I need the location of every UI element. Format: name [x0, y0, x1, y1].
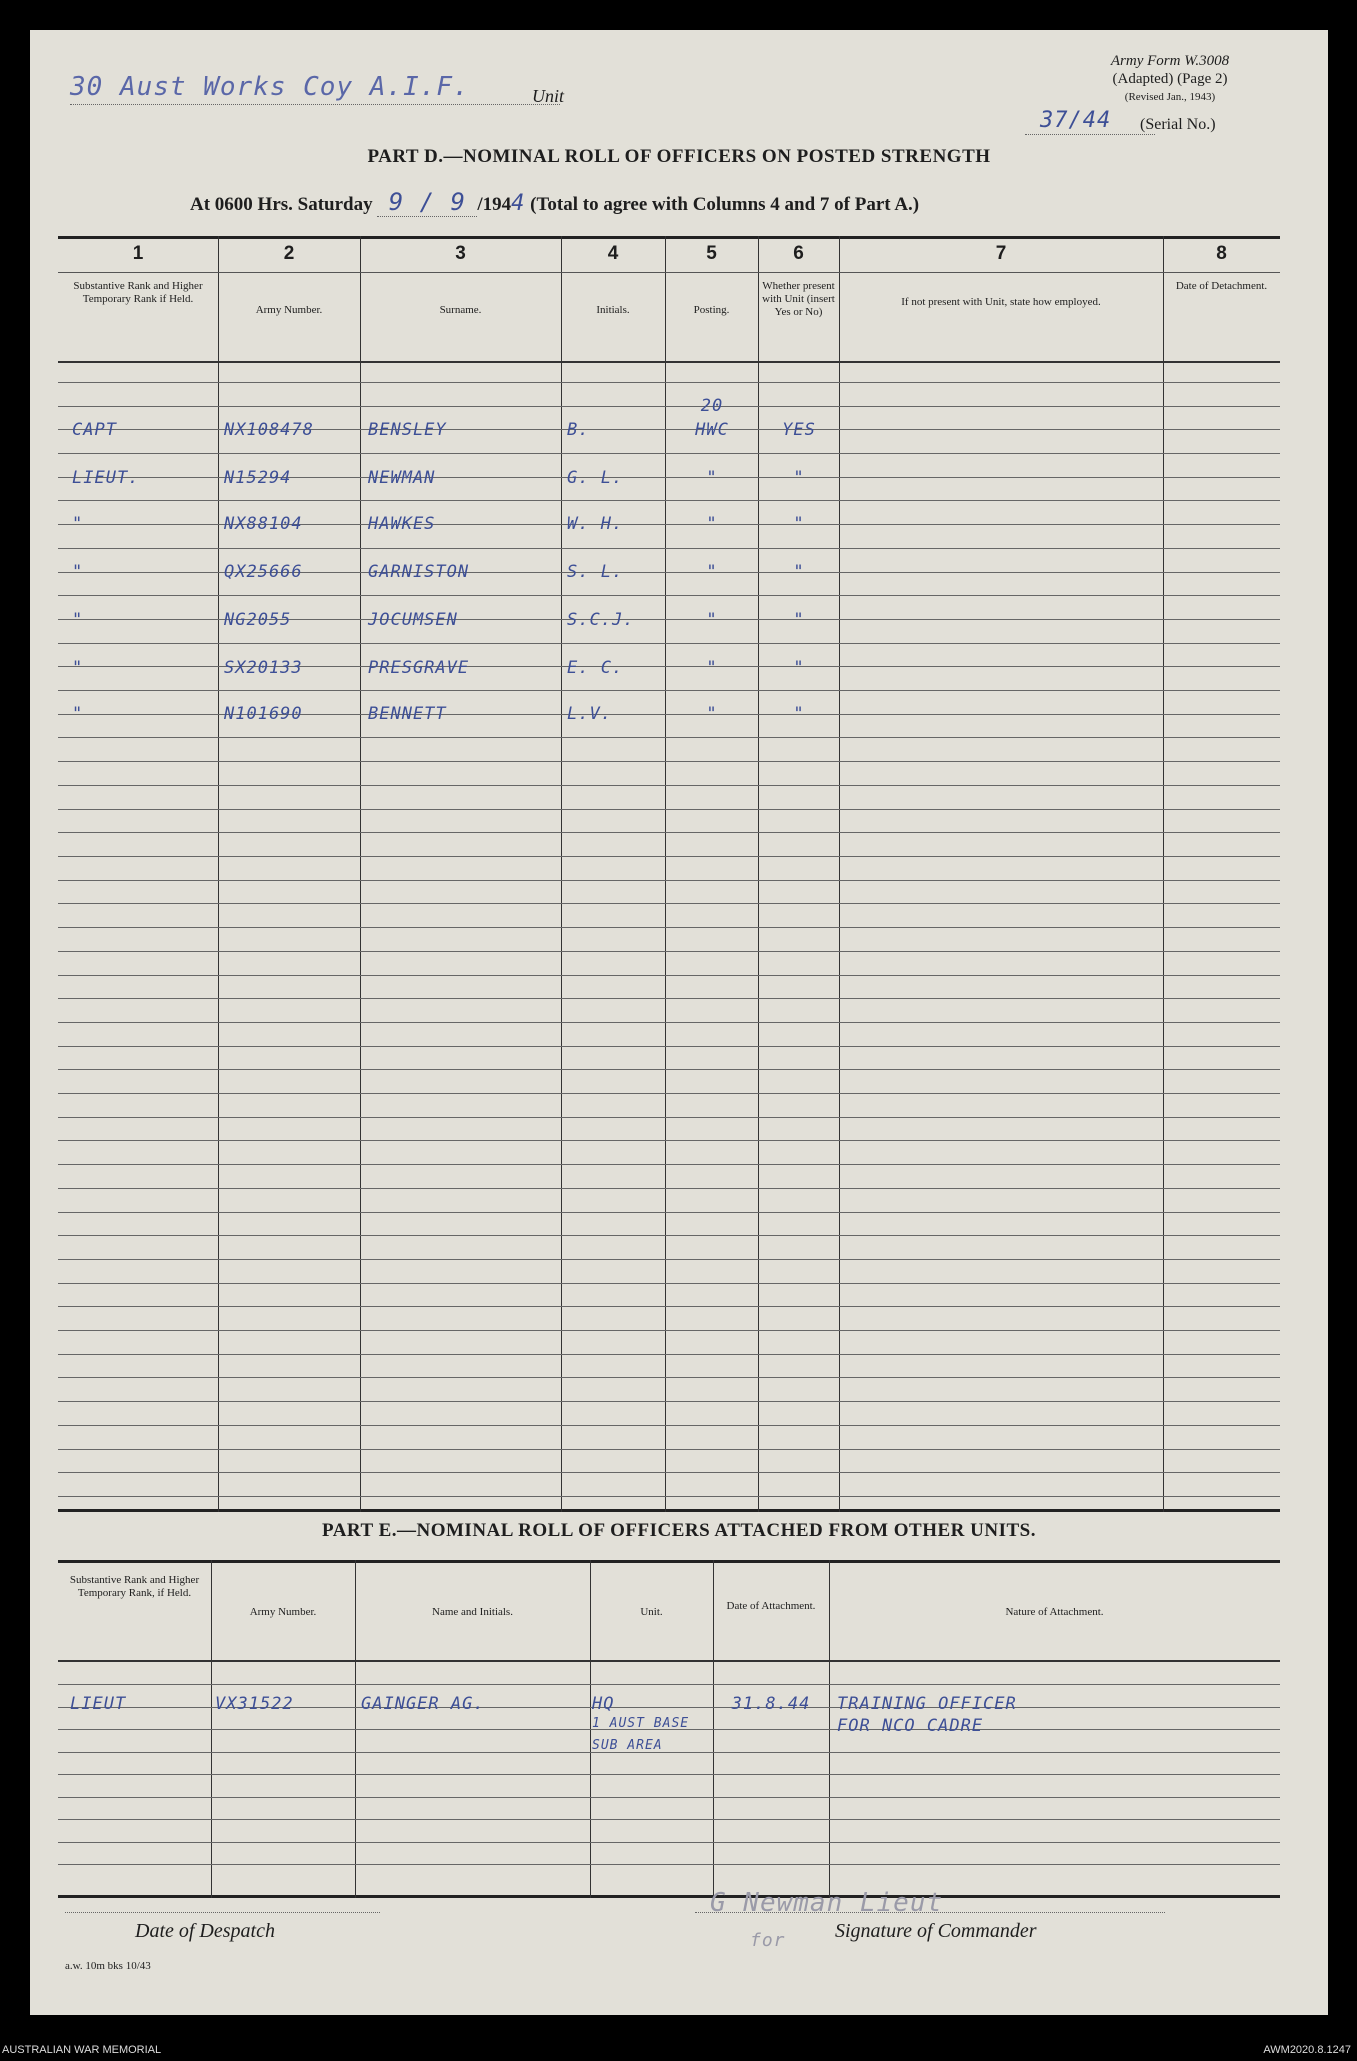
initials-cell: B.	[567, 420, 590, 440]
posting-cell: "	[706, 468, 718, 488]
rank-cell: LIEUT.	[72, 468, 140, 488]
part-d-column-header: Whether present with Unit (insert Yes or No)	[762, 280, 835, 318]
initials-cell: S. L.	[567, 562, 624, 582]
present-cell: "	[793, 704, 805, 724]
part-d-column-header: Posting.	[693, 304, 730, 316]
part-d-column-number: 6	[793, 243, 804, 264]
present-cell: YES	[782, 420, 816, 440]
part-d-column-number: 7	[995, 243, 1007, 264]
part-d-column-header: Initials.	[596, 304, 630, 316]
posting-cell: "	[706, 562, 718, 582]
army-number-cell: NG2055	[224, 610, 292, 630]
part-d-ruled-line	[58, 1472, 1280, 1473]
part-d-table	[58, 236, 1280, 1512]
signature-label: Signature of Commander	[835, 1920, 1037, 1942]
part-d-ruled-line	[58, 785, 1280, 786]
part-d-ruled-line	[58, 1259, 1280, 1260]
unit-cell: HQ	[592, 1694, 615, 1714]
serial-label: (Serial No.)	[1140, 116, 1216, 133]
part-d-column-header: Substantive Rank and Higher Temporary Rank if Held.	[73, 280, 203, 305]
surname-cell: PRESGRAVE	[368, 658, 470, 678]
surname-cell: NEWMAN	[368, 468, 436, 488]
part-d-column-header: Surname.	[439, 304, 482, 316]
rank-cell: "	[72, 514, 84, 534]
army-number-cell: N101690	[224, 704, 303, 724]
part-d-ruled-line	[58, 1449, 1280, 1450]
part-d-ruled-line	[58, 832, 1280, 833]
part-d-column-divider	[561, 236, 562, 1512]
serial-underline	[1025, 134, 1155, 135]
part-d-ruled-line	[58, 951, 1280, 952]
part-e-ruled-line	[58, 1864, 1280, 1865]
part-d-bottom-rule	[58, 1509, 1280, 1512]
attachment-nature-cell: TRAINING OFFICER	[837, 1694, 1017, 1714]
army-number-cell: QX25666	[224, 562, 303, 582]
present-cell: "	[793, 514, 805, 534]
part-d-ruled-line	[58, 453, 1280, 454]
army-number-cell: NX88104	[224, 514, 303, 534]
rank-cell: "	[72, 704, 84, 724]
part-e-bottom-rule	[58, 1895, 1280, 1898]
unit-cell: SUB AREA	[592, 1738, 663, 1753]
part-d-ruled-line	[58, 1046, 1280, 1047]
part-d-column-divider	[665, 236, 666, 1512]
posting-note: 20	[700, 396, 724, 416]
part-d-ruled-line	[58, 856, 1280, 857]
part-d-ruled-line	[58, 975, 1280, 976]
part-d-ruled-line	[58, 1069, 1280, 1070]
part-d-column-header: If not present with Unit, state how employed.	[901, 296, 1101, 308]
part-d-column-divider	[839, 236, 840, 1512]
attachment-nature-cell: FOR NCO CADRE	[837, 1716, 984, 1736]
part-d-ruled-line	[58, 1022, 1280, 1023]
part-d-ruled-line	[58, 548, 1280, 549]
rank-cell: "	[72, 610, 84, 630]
part-e-column-header: Name and Initials.	[432, 1606, 513, 1618]
part-d-column-number: 2	[283, 243, 295, 264]
part-d-ruled-line	[58, 1401, 1280, 1402]
part-e-column-header: Nature of Attachment.	[1005, 1606, 1104, 1618]
rank-cell: LIEUT	[70, 1694, 127, 1714]
part-d-ruled-line	[58, 1377, 1280, 1378]
part-d-ruled-line	[58, 1330, 1280, 1331]
part-d-top-rule	[58, 236, 1280, 239]
surname-cell: BENNETT	[368, 704, 447, 724]
army-number-cell: NX108478	[224, 420, 314, 440]
part-d-ruled-line	[58, 903, 1280, 904]
part-d-ruled-line	[58, 1212, 1280, 1213]
posting-cell: HWC	[695, 420, 729, 440]
part-e-ruled-line	[58, 1842, 1280, 1843]
unit-cell: 1 AUST BASE	[592, 1716, 690, 1731]
part-d-column-divider	[218, 236, 219, 1512]
part-d-number-rule	[58, 272, 1280, 273]
part-e-table	[58, 1560, 1280, 1898]
posting-cell: "	[706, 514, 718, 534]
commander-signature: G Newman Lieut	[710, 1888, 944, 1918]
surname-cell: BENSLEY	[368, 420, 447, 440]
part-e-header-rule	[58, 1660, 1280, 1662]
print-code: a.w. 10m bks 10/43	[65, 1960, 151, 1972]
part-d-ruled-line	[58, 1140, 1280, 1141]
part-d-column-number: 4	[607, 243, 619, 264]
part-d-title: PART D.—NOMINAL ROLL OF OFFICERS ON POSTED STRENGTH	[367, 146, 991, 167]
initials-cell: G. L.	[567, 468, 624, 488]
signature-line	[695, 1912, 1165, 1913]
present-cell: "	[793, 562, 805, 582]
part-d-ruled-line	[58, 643, 1280, 644]
part-e-column-header: Army Number.	[249, 1606, 317, 1618]
part-e-ruled-line	[58, 1684, 1280, 1685]
rank-cell: CAPT	[72, 420, 117, 440]
initials-cell: E. C.	[567, 658, 624, 678]
part-d-ruled-line	[58, 998, 1280, 999]
despatch-label: Date of Despatch	[135, 1920, 275, 1942]
part-d-ruled-line	[58, 1093, 1280, 1094]
army-form-id: Army Form W.3008 (Adapted) (Page 2) (Revised Jan., 1943)	[1110, 53, 1230, 103]
serial-value: 37/44	[1040, 108, 1112, 133]
army-number-cell: VX31522	[215, 1694, 294, 1714]
rank-cell: "	[72, 562, 84, 582]
part-d-column-divider	[1163, 236, 1164, 1512]
part-d-ruled-line	[58, 1164, 1280, 1165]
part-d-column-number: 5	[706, 243, 717, 264]
part-e-column-header: Substantive Rank and Higher Temporary Rank, if Held.	[69, 1574, 200, 1599]
part-d-column-divider	[360, 236, 361, 1512]
part-e-top-rule	[58, 1560, 1280, 1563]
part-d-column-number: 8	[1216, 243, 1227, 264]
date-value: 9 / 9	[377, 188, 477, 217]
posting-cell: "	[706, 610, 718, 630]
initials-cell: W. H.	[567, 514, 624, 534]
present-cell: "	[793, 658, 805, 678]
part-d-ruled-line	[58, 809, 1280, 810]
part-d-ruled-line	[58, 1425, 1280, 1426]
part-d-ruled-line	[58, 1235, 1280, 1236]
initials-cell: S.C.J.	[567, 610, 635, 630]
army-number-cell: SX20133	[224, 658, 303, 678]
signature-for: for	[750, 1930, 786, 1951]
part-e-title: PART E.—NOMINAL ROLL OF OFFICERS ATTACHED FROM OTHER UNITS.	[322, 1520, 1036, 1541]
footer-left: AUSTRALIAN WAR MEMORIAL	[2, 2044, 162, 2056]
initials-cell: L.V.	[567, 704, 612, 724]
present-cell: "	[793, 610, 805, 630]
part-d-column-header: Army Number.	[255, 304, 323, 316]
footer-right: AWM2020.8.1247	[1263, 2044, 1351, 2056]
part-d-column-divider	[758, 236, 759, 1512]
part-d-ruled-line	[58, 1188, 1280, 1189]
posting-cell: "	[706, 658, 718, 678]
part-e-ruled-line	[58, 1819, 1280, 1820]
part-d-column-header: Date of Detachment.	[1175, 280, 1268, 292]
part-d-ruled-line	[58, 595, 1280, 596]
part-d-ruled-line	[58, 927, 1280, 928]
part-d-ruled-line	[58, 1117, 1280, 1118]
part-d-column-number: 3	[455, 243, 466, 264]
part-d-column-number: 1	[132, 243, 144, 264]
attachment-date-cell: 31.8.44	[731, 1694, 811, 1714]
part-d-ruled-line	[58, 1283, 1280, 1284]
form-sheet	[30, 30, 1328, 2015]
part-d-ruled-line	[58, 761, 1280, 762]
posting-cell: "	[706, 704, 718, 724]
part-d-ruled-line	[58, 1354, 1280, 1355]
surname-cell: HAWKES	[368, 514, 436, 534]
surname-cell: JOCUMSEN	[368, 610, 458, 630]
despatch-line	[65, 1912, 380, 1913]
part-d-ruled-line	[58, 737, 1280, 738]
rank-cell: "	[72, 658, 84, 678]
surname-cell: GARNISTON	[368, 562, 470, 582]
part-d-ruled-line	[58, 1496, 1280, 1497]
part-d-ruled-line	[58, 1306, 1280, 1307]
name-cell: GAINGER AG.	[361, 1694, 485, 1714]
part-d-ruled-line	[58, 690, 1280, 691]
part-e-ruled-line	[58, 1797, 1280, 1798]
part-d-ruled-line	[58, 880, 1280, 881]
part-e-ruled-line	[58, 1774, 1280, 1775]
unit-value: 30 Aust Works Coy A.I.F.	[70, 72, 470, 102]
part-e-column-header: Unit.	[640, 1606, 663, 1618]
part-d-ruled-line	[58, 382, 1280, 383]
part-d-ruled-line	[58, 500, 1280, 501]
present-cell: "	[793, 468, 805, 488]
part-d-header-rule	[58, 361, 1280, 363]
army-number-cell: N15294	[224, 468, 292, 488]
part-e-column-header: Date of Attachment.	[726, 1600, 816, 1612]
date-line: At 0600 Hrs. Saturday 9 / 9 /1944 (Total to agree with Columns 4 and 7 of Part A.)	[190, 188, 920, 216]
unit-underline	[70, 104, 560, 105]
unit-label: Unit	[532, 86, 565, 106]
